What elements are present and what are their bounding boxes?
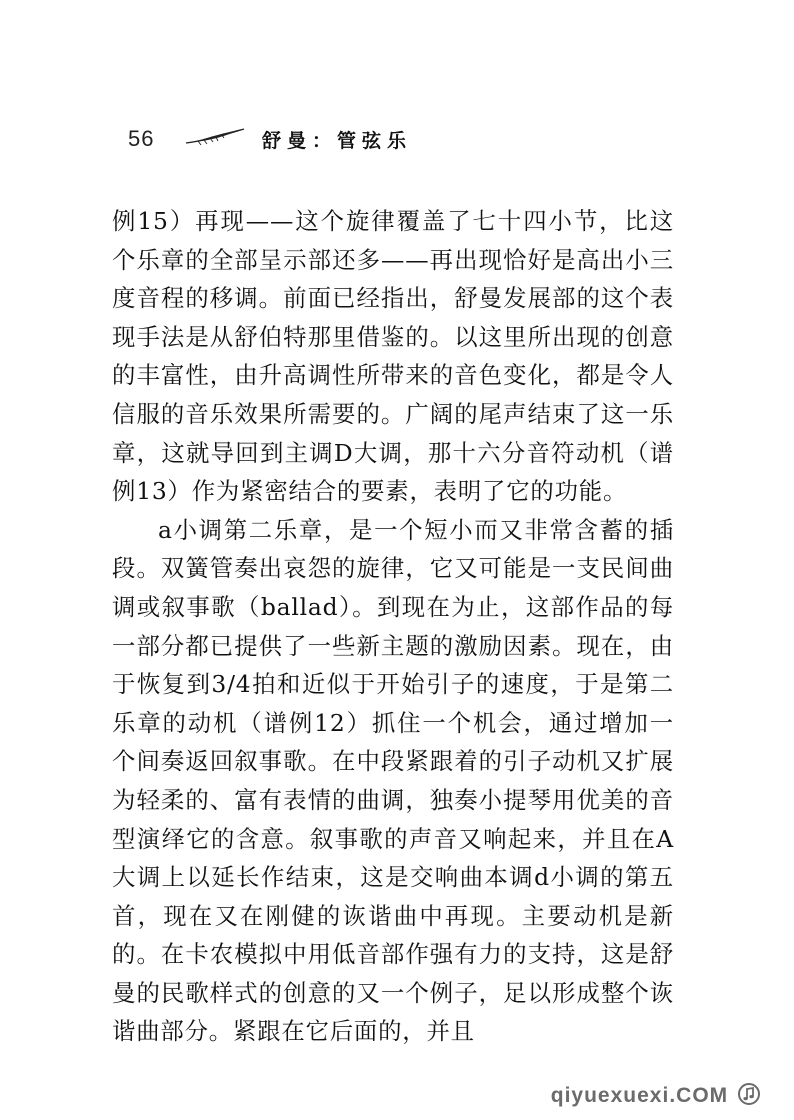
paragraph-1: 例15）再现——这个旋律覆盖了七十四小节，比这个乐章的全部呈示部还多——再出现恰好是高出小三度音程的移调。前面已经指出，舒曼发展部的这个表现手法是从舒伯特那里借鉴的。以这里所出现的创意的丰富性，由升高调性所带来的音色变化，都是令人信服的音乐效果所需要的。广阔的尾声结束了这一乐章，这就导回到主调D大调，那十六分音符动机（谱例13）作为紧密结合的要素，表明了它的功能。: [112, 207, 674, 506]
watermark: [551, 1083, 760, 1108]
page-number: 56: [128, 126, 155, 151]
page-header: [128, 124, 468, 154]
body-text: [112, 202, 674, 1051]
paragraph-2: a小调第二乐章，是一个短小而又非常含蓄的插段。双簧管奏出哀怨的旋律，它又可能是一支民间曲调或叙事歌（ballad）。到现在为止，这部作品的每一部分都已提供了一些新主题的激励因素。现在，由于恢复到3/4拍和近似于开始引子的速度，于是第二乐章的动机（谱例12）抓住一个机会，通过增加一个间奏返回叙事歌。在中段紧跟着的引子动机又扩展为轻柔的、富有表情的曲调，独奏小提琴用优美的音型演绎它的含意。叙事歌的声音又响起来，并且在A大调上以延长作结束，这是交响曲本调d小调的第五首，现在又在刚健的诙谐曲中再现。主要动机是新的。在卡农模拟中用低音部作强有力的支持，这是舒曼的民歌样式的创意的又一个例子，足以形成整个诙谐曲部分。紧跟在它后面的，并且: [112, 515, 674, 1046]
running-title: 舒曼：管弦乐: [262, 130, 413, 152]
music-note-icon: [738, 1083, 760, 1105]
feather-ornament-icon: [184, 126, 246, 148]
watermark-text: qiyuexuexi.COM: [550, 1084, 729, 1107]
